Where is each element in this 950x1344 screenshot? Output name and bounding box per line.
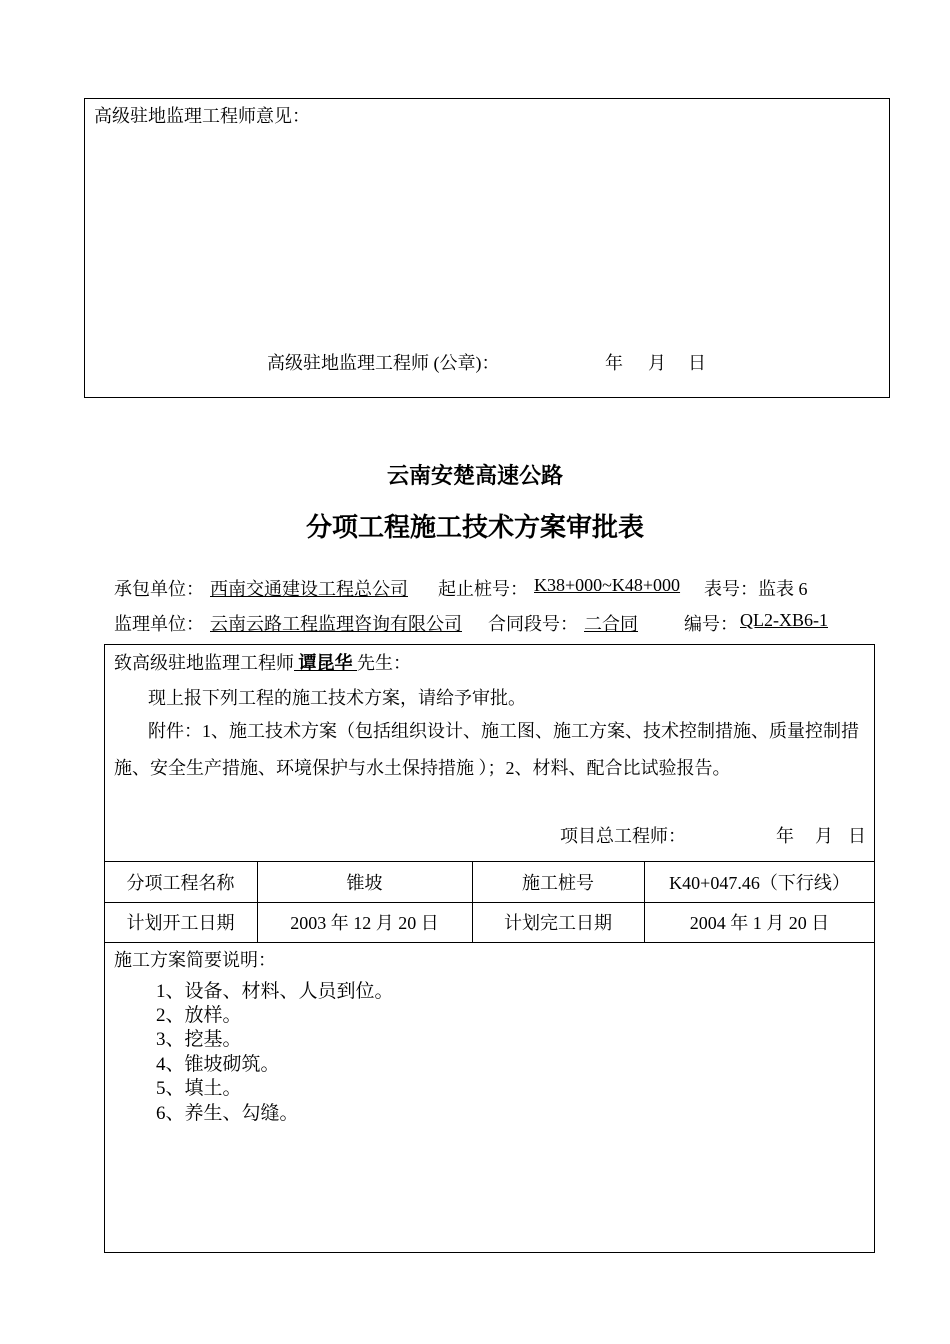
contractor-value: 西南交通建设工程总公司 [210,579,408,599]
table-cell: 锥坡 [346,872,383,893]
table-cell: 2003 年 12 月 20 日 [290,913,439,933]
serial-label: 编号： [684,614,738,634]
station-label: 起止桩号： [438,579,528,599]
table-divider [104,942,875,943]
addressee-prefix: 致高级驻地监理工程师 [114,653,294,673]
form-number: 表号：监表 6 [704,579,808,599]
serial-value: QL2-XB6-1 [740,610,828,630]
plan-item: 6、养生、勾缝。 [156,1103,299,1124]
supervisor-label: 监理单位： [114,614,204,634]
plan-heading: 施工方案简要说明： [114,950,276,970]
table-cell: 2004 年 1 月 20 日 [689,913,830,933]
table-cell: 施工桩号 [522,872,594,893]
document-title-line2: 分项工程施工技术方案审批表 [305,513,644,543]
letter-addressee [114,649,411,675]
table-cell: K40+047.46（下行线） [669,872,850,893]
plan-item: 3、挖基。 [156,1029,242,1050]
table-cell: 计划完工日期 [504,913,612,933]
addressee-name: 谭昆华 [294,653,357,673]
plan-item: 4、锥坡砌筑。 [156,1054,280,1075]
letter-date-day: 日 [848,826,866,846]
letter-date-month: 月 [815,826,833,846]
document-title-line1: 云南安楚高速公路 [386,464,563,489]
opinion-date-month: 月 [648,353,666,373]
opinion-date-day: 日 [688,353,706,373]
supervisor-value: 云南云路工程监理咨询有限公司 [210,614,462,634]
letter-date-year: 年 [776,826,794,846]
plan-item: 1、设备、材料、人员到位。 [156,981,394,1002]
table-cell: 分项工程名称 [126,872,235,893]
letter-paragraph-2-line-2: 施、安全生产措施、环境保护与水土保持措施 ）；2、材料、配合比试验报告。 [114,758,731,778]
letter-paragraph-2-line-1: 附件：1、施工技术方案（包括组织设计、施工图、施工方案、技术控制措施、质量控制措 [148,721,859,741]
plan-item: 5、填土。 [156,1078,242,1099]
opinion-heading: 高级驻地监理工程师意见： [94,106,310,126]
contract-label: 合同段号： [488,614,578,634]
contractor-label: 承包单位： [114,579,204,599]
chief-engineer-label: 项目总工程师： [560,826,686,846]
contract-value: 二合同 [584,614,638,634]
plan-item: 2、放样。 [156,1005,242,1026]
letter-paragraph-1: 现上报下列工程的施工技术方案，请给予审批。 [148,688,526,708]
opinion-signature-label: 高级驻地监理工程师 (公章)： [267,353,500,373]
opinion-date-year: 年 [605,353,623,373]
table-cell: 计划开工日期 [126,913,235,933]
addressee-suffix: 先生： [357,653,411,673]
station-value: K38+000~K48+000 [534,575,681,595]
